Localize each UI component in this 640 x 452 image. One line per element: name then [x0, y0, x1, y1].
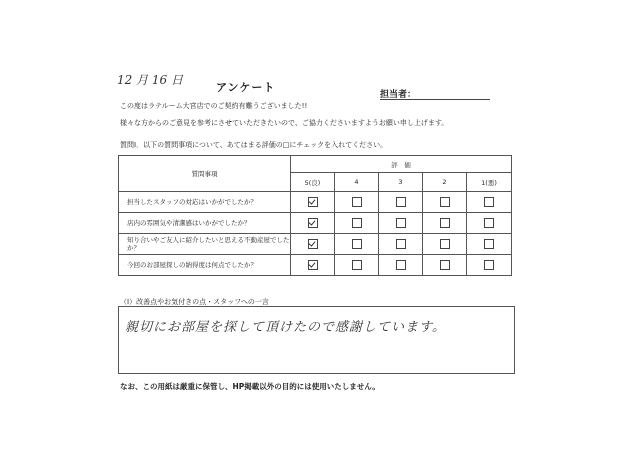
rating-checkbox[interactable] — [440, 260, 450, 270]
table-row — [119, 234, 512, 255]
rating-checkbox[interactable] — [484, 260, 494, 270]
rating-checkbox[interactable] — [396, 260, 406, 270]
rating-checkbox[interactable] — [352, 197, 362, 207]
rating-checkbox[interactable] — [352, 239, 362, 249]
rating-label-4: 4 — [335, 173, 379, 192]
rating-checkbox[interactable] — [308, 260, 318, 270]
question-text: 知り合いやご友人に紹介したいと思える不動産屋でしたか？ — [119, 234, 291, 255]
rating-checkbox[interactable] — [352, 260, 362, 270]
survey-date: 12 月 16 日 — [117, 73, 183, 87]
rating-checkbox[interactable] — [484, 218, 494, 228]
rating-checkbox[interactable] — [308, 218, 318, 228]
rating-table — [118, 155, 512, 276]
table-row — [119, 255, 512, 276]
rating-checkbox[interactable] — [308, 197, 318, 207]
header-rating: 評 価 — [291, 156, 512, 173]
comment-answer: 親切にお部屋を探して頂けたので感謝しています。 — [125, 320, 446, 335]
rating-checkbox[interactable] — [440, 197, 450, 207]
table-row — [119, 213, 512, 234]
header-question-items: 質問事項 — [119, 156, 291, 192]
question-text: 店内の雰囲気や清潔感はいかがでしたか？ — [119, 213, 291, 234]
rating-checkbox[interactable] — [396, 218, 406, 228]
footer-note: なお、この用紙は厳重に保管し、HP掲載以外の目的には使用いたしません。 — [120, 382, 380, 391]
rating-label-1: 1(悪) — [467, 173, 512, 192]
rating-label-3: 3 — [379, 173, 423, 192]
rating-label-5: 5(良) — [291, 173, 335, 192]
rating-checkbox[interactable] — [440, 218, 450, 228]
intro-line-1: この度はラテルーム大宮店でのご契約有難うございました!! — [120, 102, 308, 110]
question-text: 担当したスタッフの対応はいかがでしたか？ — [119, 192, 291, 213]
staff-name-line — [380, 99, 490, 100]
rating-checkbox[interactable] — [484, 197, 494, 207]
rating-checkbox[interactable] — [484, 239, 494, 249]
rating-label-2: 2 — [423, 173, 467, 192]
table-row — [119, 192, 512, 213]
staff-label: 担当者： — [380, 90, 417, 100]
rating-checkbox[interactable] — [308, 239, 318, 249]
rating-checkbox[interactable] — [396, 197, 406, 207]
question2-heading: （Ⅰ）改善点やお気付きの点・スタッフへの一言 — [120, 298, 269, 306]
question-text: 今回のお部屋探しの納得度は何点でしたか？ — [119, 255, 291, 276]
rating-checkbox[interactable] — [352, 218, 362, 228]
question1-instruction: 質問Ⅰ．以下の質問事項について、あてはまる評価の□にチェックを入れてください。 — [120, 141, 388, 149]
rating-checkbox[interactable] — [440, 239, 450, 249]
rating-checkbox[interactable] — [396, 239, 406, 249]
page-title: アンケート — [216, 81, 276, 94]
intro-line-2: 様々な方からのご意見を参考にさせていただきたいので、ご協力くださいますようお願い申し上げます。 — [120, 119, 449, 127]
